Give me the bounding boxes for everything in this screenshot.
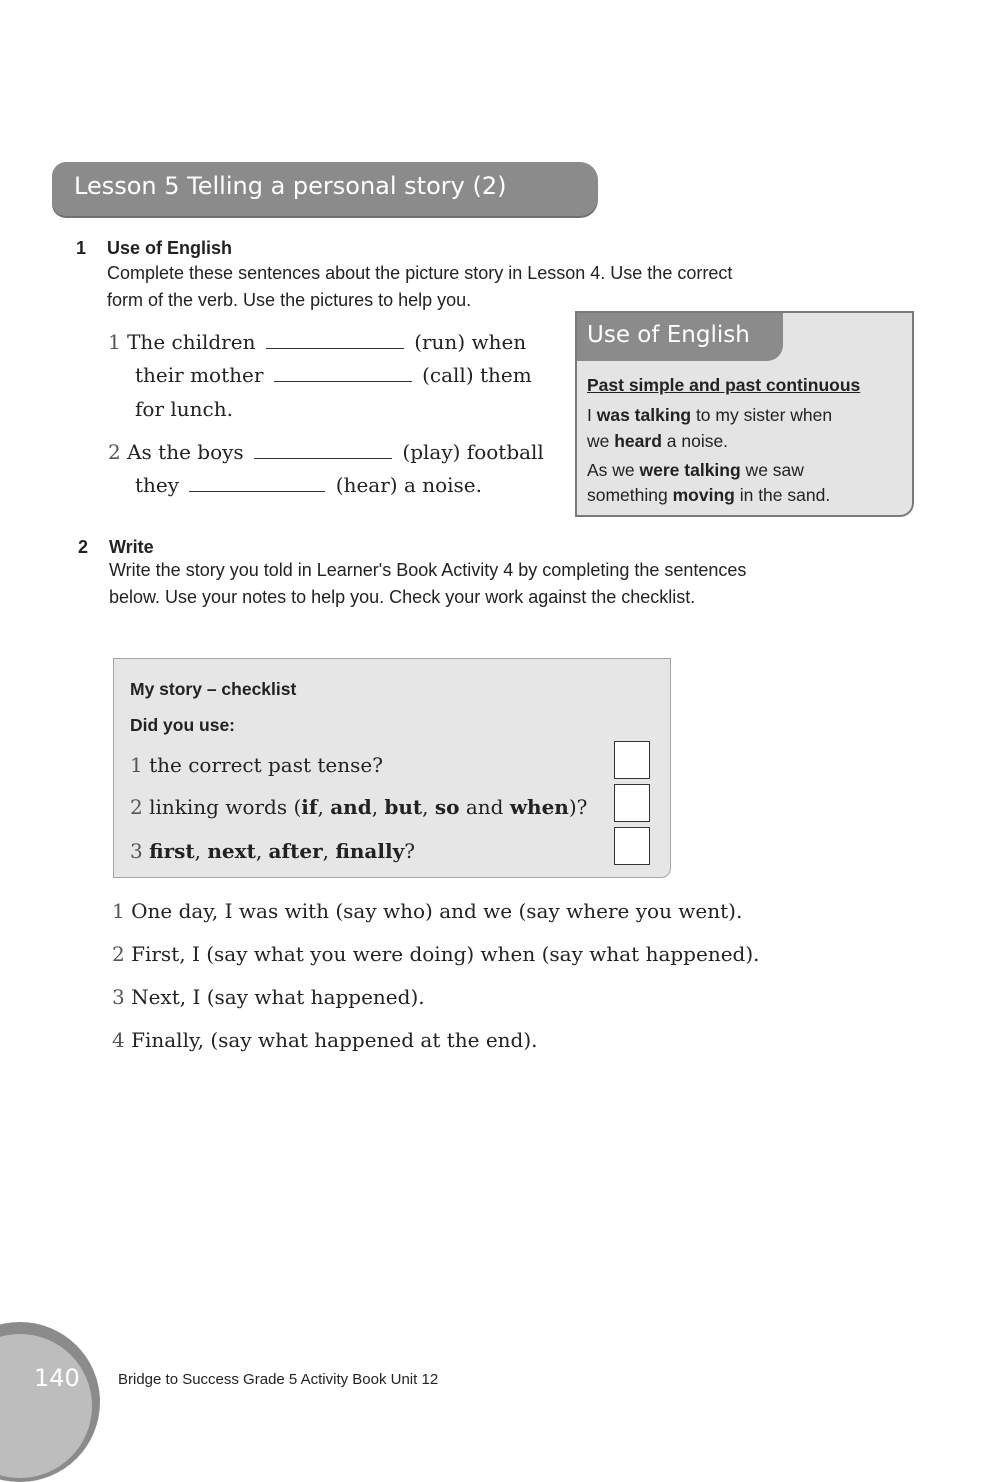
activity-1-instruction-line2: form of the verb. Use the pictures to help you. [107, 290, 472, 310]
story-prompt-3: 3 Next, I (say what happened). [112, 985, 425, 1009]
item-text: their mother [135, 363, 264, 387]
item-text: As the boys [127, 440, 244, 464]
book-footer: Bridge to Success Grade 5 Activity Book Unit 12 [118, 1371, 439, 1388]
activity-1-number: 1 [76, 238, 87, 258]
checklist-item-1: 1 the correct past tense? [130, 753, 383, 777]
checklist-item-2: 2 linking words (if, and, but, so and when)? [130, 795, 588, 819]
grammar-heading: Past simple and past continuous [587, 375, 861, 395]
exercise-item-1-line1 [108, 330, 526, 354]
checklist-checkbox-2[interactable] [614, 784, 650, 822]
item-number: 1 [108, 330, 121, 354]
exercise-item-2-line2 [135, 473, 482, 497]
activity-1-instruction [107, 260, 867, 314]
use-of-english-tab-label: Use of English [587, 322, 750, 348]
grammar-example-line1: I was talking to my sister when [587, 405, 833, 425]
item-text: (play) football [402, 440, 544, 464]
activity-2-instruction-line2: below. Use your notes to help you. Check your work against the checklist. [109, 587, 696, 607]
item-text: (call) them [422, 363, 532, 387]
item-text: they [135, 473, 180, 497]
answer-blank[interactable] [266, 330, 404, 349]
checklist-subtitle: Did you use: [130, 715, 236, 735]
activity-1-title: Use of English [107, 238, 233, 258]
page-number: 140 [34, 1364, 80, 1392]
activity-2-instruction-line1: Write the story you told in Learner's Book Activity 4 by completing the sentences [109, 560, 747, 580]
item-text: (hear) a noise. [335, 473, 483, 497]
lesson-title: Lesson 5 Telling a personal story (2) [74, 172, 507, 200]
activity-2-title: Write [109, 537, 154, 557]
answer-blank[interactable] [254, 440, 392, 459]
activity-2-instruction [109, 557, 869, 611]
story-prompt-1: 1 One day, I was with (say who) and we (say where you went). [112, 899, 743, 923]
story-checklist [113, 658, 671, 878]
answer-blank[interactable] [274, 363, 412, 382]
exercise-item-2-line1 [108, 440, 544, 464]
grammar-example-line2: we heard a noise. [587, 431, 729, 451]
grammar-example-line3: As we were talking we saw [587, 460, 804, 480]
item-text: (run) when [414, 330, 527, 354]
exercise-item-1-line2 [135, 363, 532, 387]
checklist-checkbox-3[interactable] [614, 827, 650, 865]
story-prompt-2: 2 First, I (say what you were doing) when (say what happened). [112, 942, 760, 966]
story-prompt-4: 4 Finally, (say what happened at the end). [112, 1028, 538, 1052]
item-text: The children [127, 330, 256, 354]
grammar-example-line4: something moving in the sand. [587, 485, 831, 505]
lesson-banner [52, 162, 598, 216]
activity-2-number: 2 [78, 537, 89, 557]
item-number: 2 [108, 440, 121, 464]
checklist-title: My story – checklist [130, 679, 297, 699]
activity-1-instruction-line1: Complete these sentences about the picture story in Lesson 4. Use the correct [107, 263, 733, 283]
use-of-english-box [575, 311, 914, 517]
checklist-checkbox-1[interactable] [614, 741, 650, 779]
checklist-item-3: 3 first, next, after, finally? [130, 839, 415, 863]
answer-blank[interactable] [189, 473, 325, 492]
exercise-item-1-line3: for lunch. [135, 397, 233, 421]
use-of-english-tab [577, 313, 783, 361]
